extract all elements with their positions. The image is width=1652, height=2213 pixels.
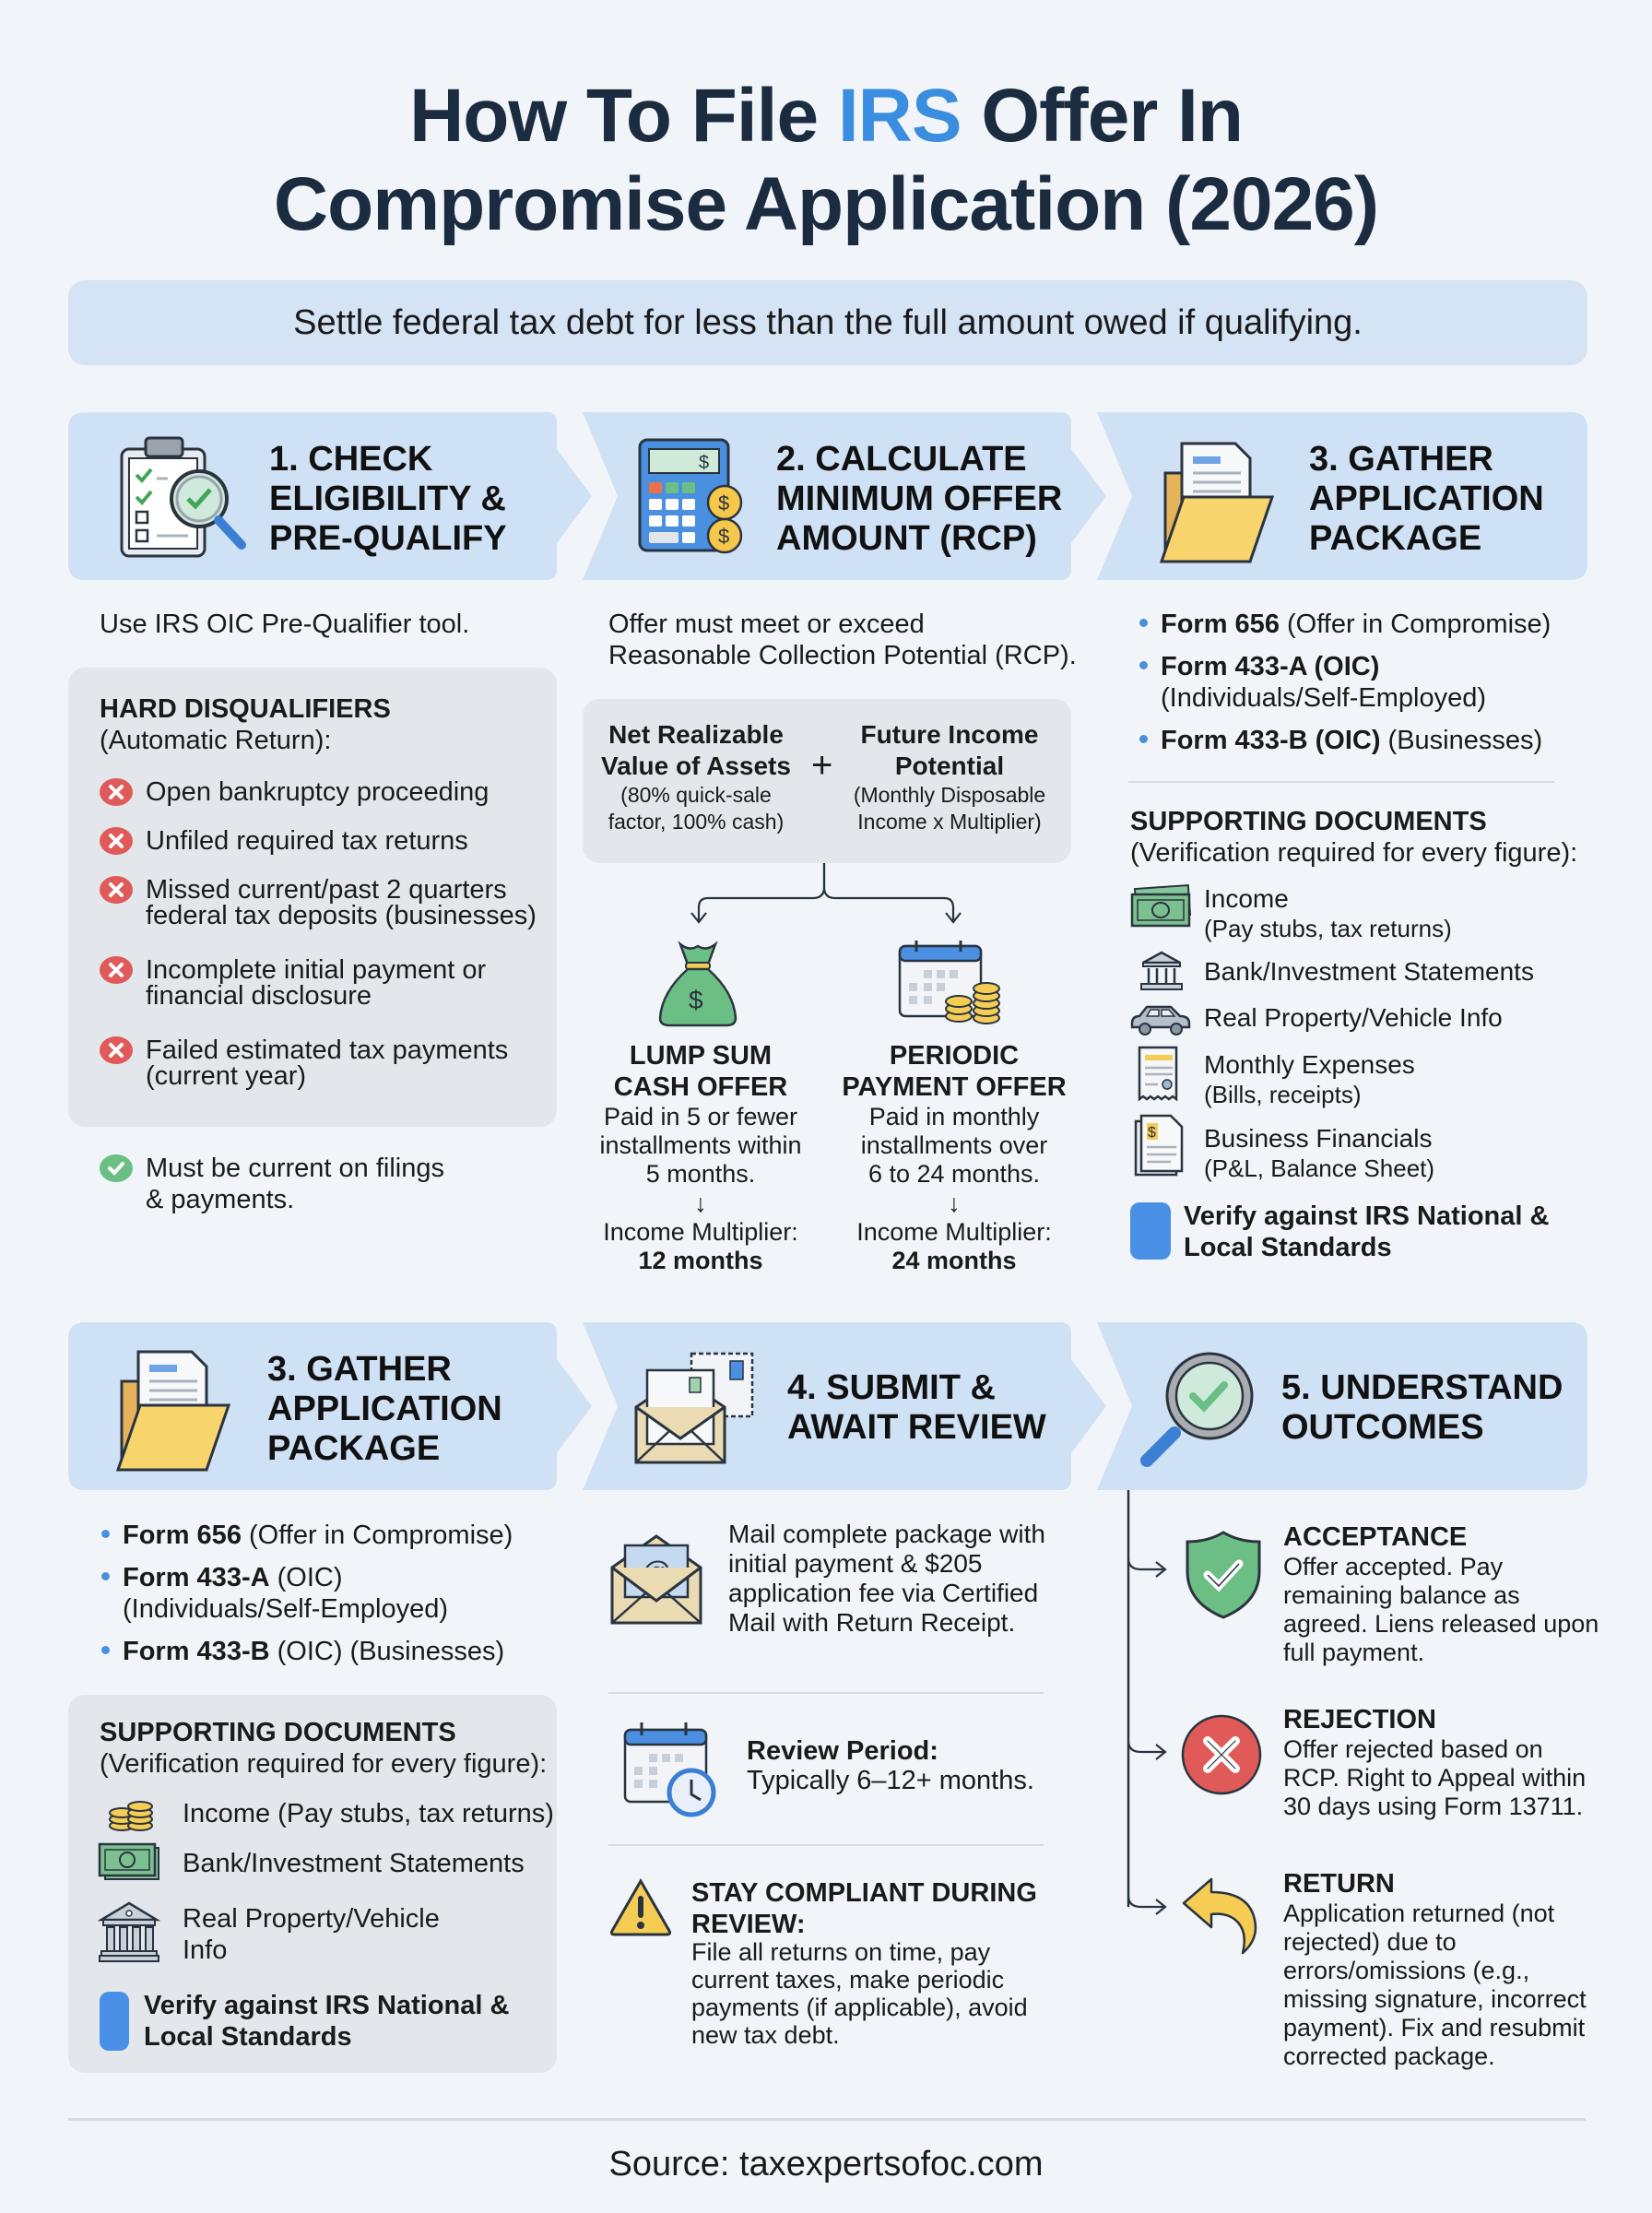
supporting-docs-title: SUPPORTING DOCUMENTS xyxy=(1130,807,1487,836)
red-x-icon xyxy=(100,1036,133,1064)
calendar-clock-icon xyxy=(621,1721,717,1823)
red-x-circle-icon xyxy=(1180,1713,1263,1801)
review-period-title: Review Period: xyxy=(747,1736,938,1766)
calculator-coins-icon xyxy=(636,436,747,561)
svg-text:$: $ xyxy=(718,491,730,515)
bullet-icon xyxy=(101,1572,110,1580)
source-credit: Source: taxexpertsofoc.com xyxy=(608,2145,1044,2183)
supporting-docs-subtitle: (Verification required for every figure): xyxy=(1130,838,1578,868)
bank-icon xyxy=(1139,950,1184,997)
outcome-rejection-text: Offer rejected based on RCP. Right to Appeal within 30 days using Form 13711. xyxy=(1283,1735,1587,1820)
subtitle-text: Settle federal tax debt for less than the full amount owed if qualifying. xyxy=(293,302,1363,342)
disqualifiers-title: HARD DISQUALIFIERS xyxy=(100,694,391,724)
disqualifiers-subtitle: (Automatic Return): xyxy=(100,726,332,755)
step-4-header xyxy=(583,1322,1108,1490)
outcome-acceptance-title: ACCEPTANCE xyxy=(1283,1522,1468,1552)
return-arrow-icon xyxy=(1180,1876,1263,1959)
footer-divider xyxy=(68,2118,1586,2121)
bullet-icon xyxy=(1139,619,1148,627)
warning-icon xyxy=(608,1877,673,1941)
receipt-icon xyxy=(1132,1044,1182,1109)
svg-text:$: $ xyxy=(718,525,730,548)
plus-operator: + xyxy=(811,745,833,786)
title-line-1: How To File IRS Offer In xyxy=(409,74,1243,158)
divider xyxy=(1128,781,1554,783)
step-5-title: 5. UNDERSTAND OUTCOMES xyxy=(1281,1368,1564,1447)
cash-bill-icon xyxy=(1130,883,1193,932)
outcome-acceptance-text: Offer accepted. Pay remaining balance as agreed. Liens released upon full payment. xyxy=(1283,1553,1599,1666)
formula-assets: Net Realizable Value of Assets (80% quick-sale factor, 100% cash) xyxy=(601,720,791,834)
divider xyxy=(608,1692,1044,1694)
down-arrow-icon: ↓ xyxy=(948,1189,961,1217)
title-line-2: Compromise Application (2026) xyxy=(273,162,1379,246)
form-item: Form 433-B (OIC) (Businesses) xyxy=(101,1636,504,1667)
review-period-text: Typically 6–12+ months. xyxy=(747,1766,1034,1795)
bullet-icon xyxy=(1139,661,1148,669)
outcome-return-title: RETURN xyxy=(1283,1869,1395,1899)
red-x-icon xyxy=(100,778,133,806)
shield-check-icon xyxy=(1184,1529,1263,1626)
subtitle-banner xyxy=(68,280,1587,365)
verify-marker-icon xyxy=(100,1992,129,2051)
formula-future-income: Future Income Potential (Monthly Disposable Income x Multiplier) xyxy=(853,720,1046,834)
car-icon xyxy=(1128,1001,1191,1041)
lump-sum-option: LUMP SUM CASH OFFER Paid in 5 or fewer installments within 5 months. ↓ Income Multiplier: 12 months xyxy=(590,1040,811,1275)
bank-icon xyxy=(98,1899,160,1969)
step-3-repeat-header xyxy=(68,1322,594,1490)
step-1-title: 1. CHECK ELIGIBILITY & PRE-QUALIFY xyxy=(269,440,507,558)
envelope-stamp-icon xyxy=(632,1350,761,1474)
coin-stack-icon xyxy=(107,1794,155,1838)
mail-instructions: Mail complete package with initial payment & $205 application fee via Certified Mail with Return Receipt. xyxy=(728,1520,1045,1637)
supporting-docs-title: SUPPORTING DOCUMENTS xyxy=(100,1718,456,1747)
outcome-return-text: Application returned (not rejected) due to errors/omissions (e.g., missing signature, incorrect payment). Fix and resubmit corrected package. xyxy=(1283,1899,1587,2070)
stay-compliant-text: File all returns on time, pay current taxes, make periodic payments (if applicable), avoid new tax debt. xyxy=(691,1938,1028,2049)
folder-document-icon xyxy=(114,1346,234,1480)
step-3-title: 3. GATHER APPLICATION PACKAGE xyxy=(1309,440,1544,558)
clipboard-magnifier-icon xyxy=(114,432,253,566)
down-arrow-icon: ↓ xyxy=(694,1189,707,1217)
step-1-intro: Use IRS OIC Pre-Qualifier tool. xyxy=(100,609,470,639)
magnifier-check-icon xyxy=(1134,1344,1263,1478)
financial-document-icon xyxy=(1134,1114,1187,1183)
green-check-icon xyxy=(100,1154,133,1182)
red-x-icon xyxy=(100,956,133,984)
bullet-icon xyxy=(1139,735,1148,743)
divider xyxy=(608,1844,1044,1846)
verify-marker-icon xyxy=(1130,1202,1171,1260)
calendar-coins-icon xyxy=(896,939,1007,1032)
title-accent-irs: IRS xyxy=(837,74,962,158)
envelope-at-icon xyxy=(608,1531,704,1631)
step-4-title: 4. SUBMIT & AWAIT REVIEW xyxy=(787,1368,1046,1447)
money-bag-icon xyxy=(656,939,739,1034)
step-2-title: 2. CALCULATE MINIMUM OFFER AMOUNT (RCP) xyxy=(776,440,1063,558)
bullet-icon xyxy=(101,1646,110,1654)
form-item: Form 433-A (OIC) (Individuals/Self-Employed) xyxy=(1139,651,1486,714)
periodic-payment-option: PERIODIC PAYMENT OFFER Paid in monthly installments over 6 to 24 months. ↓ Income Multiplier: 24 months xyxy=(830,1040,1079,1275)
form-item: Form 433-B (OIC) (Businesses) xyxy=(1139,725,1542,756)
folder-document-icon xyxy=(1158,438,1278,572)
outcome-branch-lines xyxy=(1117,1490,1182,1933)
step-3-repeat-title: 3. GATHER APPLICATION PACKAGE xyxy=(267,1350,502,1468)
cash-bill-icon xyxy=(98,1842,160,1888)
svg-text:$: $ xyxy=(699,453,710,473)
outcome-rejection-title: REJECTION xyxy=(1283,1705,1436,1734)
step-1-header xyxy=(68,412,594,580)
bullet-icon xyxy=(101,1530,110,1538)
step-2-intro-line-2: Reasonable Collection Potential (RCP). xyxy=(608,641,1077,670)
step-5-header xyxy=(1097,1322,1587,1490)
step-3-header xyxy=(1097,412,1587,580)
step-2-header xyxy=(583,412,1108,580)
red-x-icon xyxy=(100,876,133,904)
stay-compliant-title: STAY COMPLIANT DURING REVIEW: xyxy=(691,1878,1037,1939)
form-item: Form 656 (Offer in Compromise) xyxy=(1139,609,1551,640)
svg-text:$: $ xyxy=(1148,1125,1156,1141)
svg-text:$: $ xyxy=(689,986,703,1014)
form-item: Form 656 (Offer in Compromise) xyxy=(101,1520,513,1551)
step-2-intro-line-1: Offer must meet or exceed xyxy=(608,609,925,639)
page-title xyxy=(0,72,1652,249)
form-item: Form 433-A (OIC) (Individuals/Self-Employed) xyxy=(101,1562,448,1625)
supporting-docs-subtitle: (Verification required for every figure): xyxy=(100,1749,548,1779)
red-x-icon xyxy=(100,827,133,855)
branch-arrows xyxy=(590,861,1069,926)
